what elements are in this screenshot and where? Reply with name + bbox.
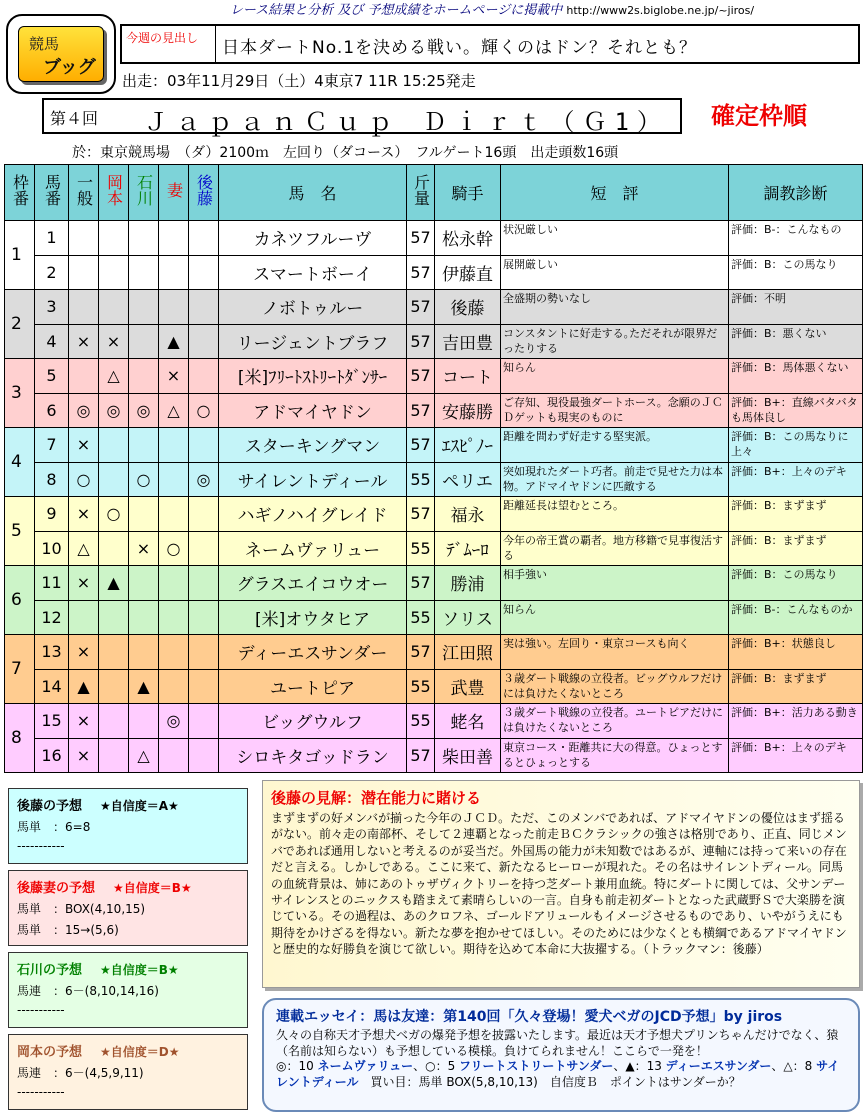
logo (6, 14, 116, 94)
cell-ippan: × (69, 324, 99, 359)
prediction-ishikawa (8, 952, 248, 1028)
cell-ishikawa: ▲ (129, 669, 159, 704)
cell-tsuma (159, 738, 189, 773)
site-url-link[interactable]: http://www2s.biglobe.ne.jp/~jiros/ (566, 4, 755, 17)
cell-goto: ◎ (189, 462, 219, 497)
cell-jockey: 蛯名 (435, 704, 501, 739)
race-edition: 第４回 (50, 109, 99, 128)
cell-ippan: × (69, 738, 99, 773)
entries-table (4, 164, 863, 773)
cell-name: ハギノハイグレイド (219, 497, 407, 532)
cell-jockey: 後藤 (435, 290, 501, 325)
cell-name: ビッグウルフ (219, 704, 407, 739)
cell-waku: 5 (5, 497, 35, 566)
cell-tsuma: ◎ (159, 704, 189, 739)
col-jockey: 騎手 (435, 165, 501, 221)
cell-training: 評価：B+：上々のデキ (729, 462, 863, 497)
cell-okamoto: ○ (99, 497, 129, 532)
cell-jockey: 柴田善 (435, 738, 501, 773)
cell-jockey: 松永幹 (435, 221, 501, 256)
cell-training: 評価：B+：活力ある動き (729, 704, 863, 739)
essay-body (276, 1028, 846, 1090)
cell-name: グラスエイコウオー (219, 566, 407, 601)
cell-training: 評価：B：この馬なりに上々 (729, 428, 863, 463)
essay-title: 連載エッセイ：馬は友達：第140回「久々登場！愛犬ベガのJCD予想」by jiros (276, 1009, 783, 1025)
cell-waku: 8 (5, 704, 35, 773)
table-row (5, 324, 863, 359)
cell-training: 評価：B：この馬なり (729, 255, 863, 290)
pick-mark: 、▲：13 (613, 1059, 666, 1073)
cell-jockey: ソリス (435, 600, 501, 635)
cell-waku: 3 (5, 359, 35, 428)
cell-ippan: × (69, 497, 99, 532)
cell-ippan: × (69, 566, 99, 601)
cell-goto (189, 324, 219, 359)
cell-ishikawa (129, 635, 159, 670)
cell-goto (189, 566, 219, 601)
cell-waku: 2 (5, 290, 35, 359)
cell-jockey: 勝浦 (435, 566, 501, 601)
cell-name: スターキングマン (219, 428, 407, 463)
cell-name: スマートボーイ (219, 255, 407, 290)
cell-jockey: ペリエ (435, 462, 501, 497)
cell-ippan: ○ (69, 462, 99, 497)
cell-okamoto (99, 669, 129, 704)
cell-comment: 距離延長は望むところ。 (501, 497, 729, 532)
table-row (5, 462, 863, 497)
cell-okamoto (99, 635, 129, 670)
cell-tsuma (159, 255, 189, 290)
cell-tsuma (159, 290, 189, 325)
cell-goto (189, 635, 219, 670)
venue-info: 於：東京競馬場 （ダ）2100ｍ 左回り（ダコース） フルゲート16頭 出走頭数16頭 (72, 145, 619, 161)
cell-comment: 突如現れたダート巧者。前走で見せた力は本物。アドマイヤドンに匹敵する (501, 462, 729, 497)
cell-tsuma (159, 635, 189, 670)
analysis-box (262, 780, 860, 988)
cell-okamoto (99, 428, 129, 463)
col-ippan: 一般 (69, 165, 99, 221)
cell-name: ネームヴァリュー (219, 531, 407, 566)
cell-ippan: ◎ (69, 393, 99, 428)
cell-training: 評価：B：まずまず (729, 669, 863, 704)
cell-comment: 相手強い (501, 566, 729, 601)
prediction-title: 岡本の予想 (17, 1045, 83, 1060)
cell-ishikawa: △ (129, 738, 159, 773)
cell-goto: ○ (189, 393, 219, 428)
cell-okamoto (99, 531, 129, 566)
cell-kinryo: 57 (407, 497, 435, 532)
cell-name: ノボトゥルー (219, 290, 407, 325)
kakutei-label: 確定枠順 (711, 102, 807, 130)
cell-name: シロキタゴッドラン (219, 738, 407, 773)
cell-uma: 7 (35, 428, 69, 463)
cell-training: 評価：B-：こんなもの (729, 221, 863, 256)
cell-comment: 全盛期の勢いなし (501, 290, 729, 325)
cell-name: アドマイヤドン (219, 393, 407, 428)
cell-comment: 今年の帝王賞の覇者。地方移籍で見事復活する (501, 531, 729, 566)
cell-uma: 15 (35, 704, 69, 739)
cell-okamoto (99, 704, 129, 739)
cell-uma: 5 (35, 359, 69, 394)
cell-okamoto (99, 290, 129, 325)
cell-tsuma (159, 566, 189, 601)
cell-waku: 6 (5, 566, 35, 635)
cell-uma: 16 (35, 738, 69, 773)
cell-tsuma (159, 462, 189, 497)
cell-training: 評価：B：この馬なり (729, 566, 863, 601)
col-kinryo: 斤量 (407, 165, 435, 221)
cell-kinryo: 57 (407, 359, 435, 394)
cell-kinryo: 57 (407, 393, 435, 428)
cell-jockey: 福永 (435, 497, 501, 532)
table-row (5, 704, 863, 739)
cell-ishikawa: ○ (129, 462, 159, 497)
cell-uma: 4 (35, 324, 69, 359)
cell-okamoto: △ (99, 359, 129, 394)
cell-goto (189, 428, 219, 463)
cell-tsuma (159, 428, 189, 463)
cell-ishikawa (129, 359, 159, 394)
cell-tsuma: × (159, 359, 189, 394)
analysis-title: 後藤の見解：潜在能力に賭ける (271, 789, 482, 807)
confidence-label: ★自信度＝B★ (100, 963, 179, 977)
cell-kinryo: 57 (407, 566, 435, 601)
headline-text: 日本ダートNo.1を決める戦い。輝くのはドン？それとも？ (222, 38, 698, 58)
cell-kinryo: 55 (407, 669, 435, 704)
prediction-line: 馬連 ：6－(4,5,9,11) (17, 1066, 144, 1080)
cell-ishikawa: × (129, 531, 159, 566)
cell-comment: ３歳ダート戦線の立役者。ビッグウルフだけには負けたくないところ (501, 669, 729, 704)
cell-goto (189, 290, 219, 325)
cell-name: [米]ﾌﾘｰﾄｽﾄﾘｰﾄﾀﾞﾝｻｰ (219, 359, 407, 394)
cell-kinryo: 57 (407, 428, 435, 463)
cell-ishikawa (129, 221, 159, 256)
cell-comment: 距離を問わず好走する堅実派。 (501, 428, 729, 463)
cell-comment: ご存知、現役最強ダートホース。念願のＪＣＤゲットも現実のものに (501, 393, 729, 428)
cell-jockey: ﾃﾞﾑｰﾛ (435, 531, 501, 566)
cell-kinryo: 55 (407, 704, 435, 739)
cell-comment: 知らん (501, 600, 729, 635)
cell-training: 評価：B+：上々のデキ (729, 738, 863, 773)
cell-comment: 知らん (501, 359, 729, 394)
table-row (5, 600, 863, 635)
cell-jockey: コート (435, 359, 501, 394)
pick-horse: サイレントディール (276, 1059, 840, 1089)
cell-ishikawa: ◎ (129, 393, 159, 428)
cell-training: 評価：B：悪くない (729, 324, 863, 359)
cell-kinryo: 57 (407, 290, 435, 325)
cell-training: 評価：不明 (729, 290, 863, 325)
cell-okamoto (99, 221, 129, 256)
prediction-title: 石川の予想 (17, 963, 83, 978)
table-row (5, 669, 863, 704)
prediction-title: 後藤妻の予想 (17, 881, 96, 896)
confidence-label: ★自信度＝A★ (100, 799, 179, 813)
col-tsuma: 妻 (159, 165, 189, 221)
col-training: 調教診断 (729, 165, 863, 221)
logo-top-text: 競馬 (29, 35, 60, 53)
cell-ippan (69, 221, 99, 256)
confidence-label: ★自信度＝D★ (100, 1045, 180, 1059)
cell-jockey: 安藤勝 (435, 393, 501, 428)
prediction-line: ----------- (17, 839, 65, 853)
table-row (5, 290, 863, 325)
cell-ishikawa (129, 255, 159, 290)
cell-uma: 6 (35, 393, 69, 428)
cell-jockey: ｴｽﾋﾟﾉｰ (435, 428, 501, 463)
pick-horse: フリートストリートサンダー (459, 1059, 614, 1073)
table-row (5, 428, 863, 463)
table-row (5, 393, 863, 428)
cell-name: リージェントブラフ (219, 324, 407, 359)
cell-kinryo: 57 (407, 324, 435, 359)
race-title-box (42, 98, 682, 134)
cell-comment: 実は強い。左回り・東京コースも向く (501, 635, 729, 670)
cell-waku: 4 (5, 428, 35, 497)
col-goto: 後藤 (189, 165, 219, 221)
headline-tag: 今週の見出し (122, 26, 216, 62)
banner-text: レース結果と分析 及び 予想成績をホームページに掲載中 (229, 3, 563, 18)
cell-ippan: × (69, 428, 99, 463)
prediction-line: ----------- (17, 1085, 65, 1099)
cell-goto (189, 255, 219, 290)
cell-goto (189, 359, 219, 394)
prediction-line: ----------- (17, 1003, 65, 1017)
cell-ishikawa (129, 600, 159, 635)
cell-comment: コンスタントに好走する｡ただそれが限界だったりする (501, 324, 729, 359)
cell-kinryo: 57 (407, 635, 435, 670)
cell-goto (189, 497, 219, 532)
cell-tsuma: △ (159, 393, 189, 428)
col-name: 馬 名 (219, 165, 407, 221)
prediction-goto-wife (8, 870, 248, 946)
cell-comment: ３歳ダート戦線の立役者。ユートピアだけには負けたくないところ (501, 704, 729, 739)
cell-ishikawa (129, 704, 159, 739)
prediction-line: 馬単 ：BOX(4,10,15) (17, 902, 146, 916)
cell-kinryo: 55 (407, 600, 435, 635)
table-row (5, 531, 863, 566)
cell-name: ユートピア (219, 669, 407, 704)
essay-text: 久々の自称天才予想犬ベガの爆発予想を披露いたします。最近は天才予想犬プリンちゃんだけでなく、猿（名前は知らない）も予想している模様。負けてられません！ここらで一発を！ (276, 1028, 839, 1058)
prediction-line: 馬連 ：6－(8,10,14,16) (17, 984, 159, 998)
cell-uma: 1 (35, 221, 69, 256)
cell-training: 評価：B-：こんなものか (729, 600, 863, 635)
table-row (5, 359, 863, 394)
col-okamoto: 岡本 (99, 165, 129, 221)
prediction-okamoto (8, 1034, 248, 1110)
table-row (5, 221, 863, 256)
cell-ippan (69, 359, 99, 394)
cell-goto (189, 704, 219, 739)
table-row (5, 497, 863, 532)
confidence-label: ★自信度＝B★ (113, 881, 192, 895)
prediction-title: 後藤の予想 (17, 799, 83, 814)
cell-name: [米]オウタヒア (219, 600, 407, 635)
col-waku: 枠番 (5, 165, 35, 221)
cell-tsuma (159, 669, 189, 704)
cell-jockey: 江田照 (435, 635, 501, 670)
cell-uma: 10 (35, 531, 69, 566)
cell-comment: 展開厳しい (501, 255, 729, 290)
cell-name: サイレントディール (219, 462, 407, 497)
cell-okamoto: ▲ (99, 566, 129, 601)
cell-uma: 12 (35, 600, 69, 635)
table-row (5, 635, 863, 670)
table-row (5, 738, 863, 773)
cell-training: 評価：B：まずまず (729, 531, 863, 566)
cell-ippan (69, 255, 99, 290)
cell-jockey: 吉田豊 (435, 324, 501, 359)
cell-goto (189, 669, 219, 704)
cell-tsuma (159, 497, 189, 532)
pick-summary: 買い目：馬単 BOX(5,8,10,13) 自信度Ｂ ポイントはサンダーか？ (358, 1074, 741, 1089)
cell-okamoto (99, 462, 129, 497)
pick-horse: ネームヴァリュー (317, 1059, 414, 1073)
cell-kinryo: 57 (407, 738, 435, 773)
cell-comment: 状況厳しい (501, 221, 729, 256)
table-row (5, 255, 863, 290)
cell-name: ディーエスサンダー (219, 635, 407, 670)
cell-training: 評価：B+：直線バタバタも馬体良し (729, 393, 863, 428)
cell-ippan: × (69, 635, 99, 670)
cell-kinryo: 57 (407, 221, 435, 256)
cell-kinryo: 55 (407, 531, 435, 566)
cell-uma: 14 (35, 669, 69, 704)
cell-waku: 1 (5, 221, 35, 290)
cell-kinryo: 57 (407, 255, 435, 290)
cell-ippan: △ (69, 531, 99, 566)
cell-ippan: ▲ (69, 669, 99, 704)
cell-ishikawa (129, 566, 159, 601)
headline-box (120, 24, 860, 64)
cell-uma: 2 (35, 255, 69, 290)
cell-okamoto (99, 255, 129, 290)
col-comment: 短 評 (501, 165, 729, 221)
cell-kinryo: 55 (407, 462, 435, 497)
cell-okamoto: ◎ (99, 393, 129, 428)
cell-goto (189, 531, 219, 566)
cell-tsuma: ○ (159, 531, 189, 566)
pick-mark: ◎：10 (276, 1059, 318, 1073)
cell-jockey: 武豊 (435, 669, 501, 704)
col-uma: 馬番 (35, 165, 69, 221)
cell-training: 評価：B：まずまず (729, 497, 863, 532)
table-header-row (5, 165, 863, 221)
cell-okamoto (99, 600, 129, 635)
cell-training: 評価：B+：状態良し (729, 635, 863, 670)
table-row (5, 566, 863, 601)
cell-tsuma (159, 600, 189, 635)
cell-okamoto: × (99, 324, 129, 359)
pick-mark: 、△：8 (771, 1059, 817, 1073)
cell-uma: 13 (35, 635, 69, 670)
cell-uma: 8 (35, 462, 69, 497)
prediction-goto (8, 788, 248, 864)
cell-training: 評価：B：馬体悪くない (729, 359, 863, 394)
pick-horse: ディーエスサンダー (665, 1059, 772, 1073)
site-banner (118, 0, 866, 22)
cell-goto (189, 600, 219, 635)
cell-waku: 7 (5, 635, 35, 704)
col-ishikawa: 石川 (129, 165, 159, 221)
cell-jockey: 伊藤直 (435, 255, 501, 290)
cell-okamoto (99, 738, 129, 773)
prediction-line: 馬単 ：6=8 (17, 820, 91, 834)
cell-ishikawa (129, 497, 159, 532)
cell-ippan (69, 600, 99, 635)
cell-name: カネツフルーヴ (219, 221, 407, 256)
cell-tsuma (159, 221, 189, 256)
cell-ishikawa (129, 324, 159, 359)
cell-comment: 東京コース・距離共に大の得意。ひょっとするとひょっとする (501, 738, 729, 773)
pick-mark: 、○：5 (413, 1059, 460, 1073)
cell-uma: 3 (35, 290, 69, 325)
cell-ippan: × (69, 704, 99, 739)
logo-main-text: ブッグ (43, 57, 96, 78)
prediction-line: 馬単 ：15→(5,6) (17, 923, 119, 937)
analysis-body: まずまずの好メンバが揃った今年のＪＣＤ。ただ、このメンバであれば、アドマイヤドンの優位はまず揺るがない。前々走の南部杯、そして２連覇となった前走ＢＣクラシックの強さは格別であり、正直、同じメンバであれば通用しないと考えるのが妥当だ。外国馬の能力が未知数ではあるが、連軸には持って来いの存在だと言える。しかしである。ここに来て、新たなるヒーローが現れた。その名はサイレントディール。同馬の血統背景は、姉にあのトゥザヴィクトリーを持つ芝ダート兼用血統。特にダートに関しては、父サンデーサイレンスとのニックスも踏まえて素晴らしいの一言。自身も前走初ダートとなった武蔵野Ｓで大楽勝を演じている。その過程は、あのクロフネ、ゴールドアリュールもイメージさせるものであり、いやがうえにも期待をかけざるを得ない。新たな夢を抱かせてほしい。そのためには少なくとも横綱であるアドマイヤドンと歴史的な好勝負を演じて欲しい。期待を込めて本命に大抜擢する。（トラックマン：後藤） (271, 811, 847, 957)
cell-uma: 11 (35, 566, 69, 601)
cell-goto (189, 738, 219, 773)
race-name: ＪａｐａｎＣｕｐ Ｄｉｒｔ（Ｇ1） (144, 108, 669, 136)
essay-box (262, 998, 860, 1112)
cell-ippan (69, 290, 99, 325)
cell-uma: 9 (35, 497, 69, 532)
race-date: 出走：03年11月29日（土）4東京7 11R 15:25発走 (122, 72, 476, 90)
cell-goto (189, 221, 219, 256)
cell-ishikawa (129, 290, 159, 325)
cell-ishikawa (129, 428, 159, 463)
cell-tsuma: ▲ (159, 324, 189, 359)
